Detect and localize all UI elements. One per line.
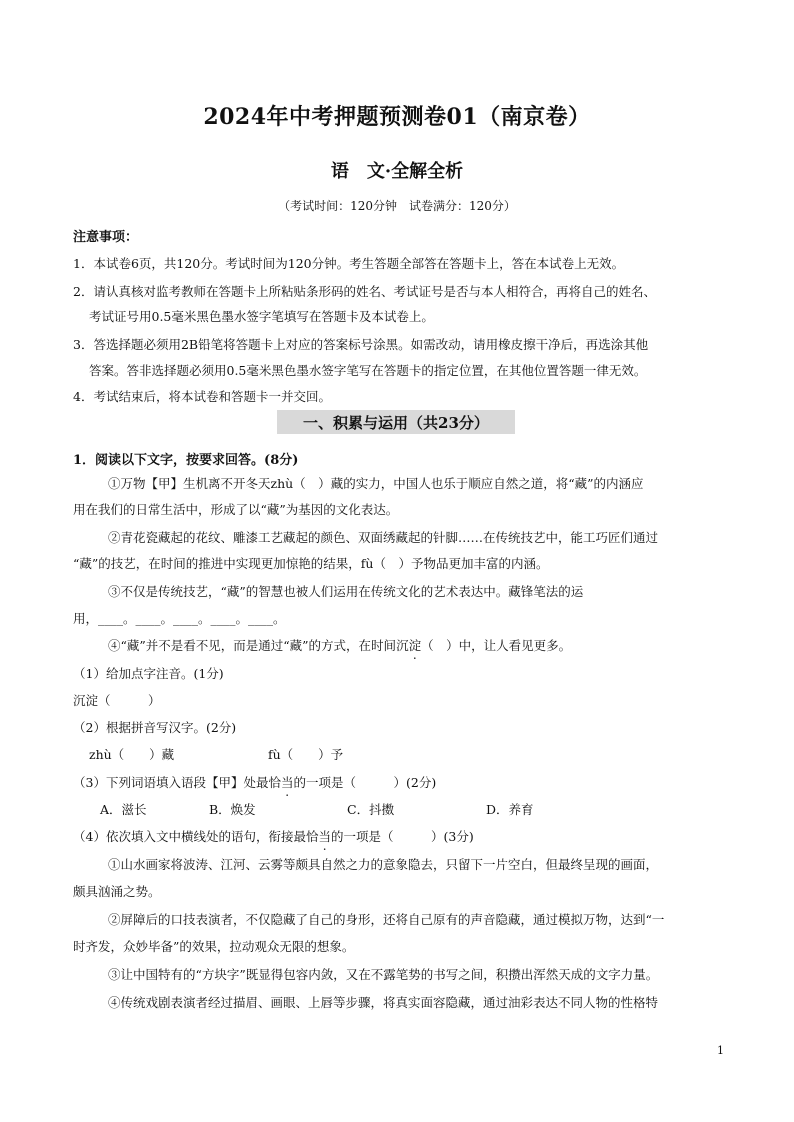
notice-item-2-cont: 考试证号用0.5毫米黑色墨水签字笔填写在答题卡及本试卷上。: [89, 309, 434, 324]
option-b: B．焕发: [209, 802, 256, 817]
notice-item-2: 2．请认真核对监考教师在答题卡上所粘贴条形码的姓名、考试证号是否与本人相符合，再将自己的姓名、: [73, 284, 656, 299]
option-a: A．滋长: [100, 802, 147, 817]
option-d: D．养育: [486, 802, 534, 817]
dotted-character: 当: [280, 775, 294, 790]
notice-item-3-cont: 答案。答非选择题必须用0.5毫米黑色墨水签字笔写在答题卡的指定位置，在其他位置答题一律无效。: [89, 363, 647, 378]
passage-line: ①万物【甲】生机离不开冬天zhù（ ）藏的实力，中国人也乐于顺应自然之道，将“藏”的内涵应: [108, 476, 644, 491]
page-number: 1: [717, 1044, 724, 1057]
passage-line: “藏”的技艺，在时间的推进中实现更加惊艳的结果，fù（ ）予物品更加丰富的内涵。: [73, 556, 549, 571]
notice-item-3: 3．答选择题必须用2B铅笔将答题卡上对应的答案标号涂黑。如需改动，请用橡皮擦干净后，再选涂其他: [73, 337, 649, 352]
dotted-character: 淀: [408, 638, 422, 653]
sub-question-2: （2）根据拼音写汉字。(2分): [73, 720, 237, 735]
answer-blank: （ ）: [98, 693, 161, 708]
passage-line: ③不仅是传统技艺，“藏”的智慧也被人们运用在传统文化的艺术表达中。藏锋笔法的运: [108, 584, 584, 599]
document-subtitle: 语 文·全解全析: [330, 161, 464, 182]
sentence-option: 颇具汹涌之势。: [73, 884, 161, 899]
question-text: 的一项是（ ）(3分): [330, 829, 474, 844]
sentence-option: ③让中国特有的“方块字”既显得包容内敛，又在不露笔势的书写之间，积攒出浑然天成的文字力量。: [108, 967, 659, 982]
notice-heading: 注意事项：: [73, 230, 139, 245]
notice-item-4: 4．考试结束后，将本试卷和答题卡一并交回。: [73, 389, 331, 404]
document-title: 2024年中考押题预测卷01（南京卷）: [203, 104, 591, 130]
sentence-option: 时齐发，众妙毕备”的效果，拉动观众无限的想象。: [73, 939, 355, 954]
exam-info: （考试时间：120分钟 试卷满分：120分）: [278, 199, 516, 213]
sub-question-1-answer: [73, 691, 161, 709]
passage-text: （ ）中，让人看见更多。: [421, 638, 572, 653]
pinyin-item: zhù（ ）藏: [89, 747, 175, 762]
passage-line: 用，____。____。____。____。____。: [73, 611, 286, 626]
option-c: C．抖擞: [347, 802, 395, 817]
sentence-option: ①山水画家将波涛、江河、云雾等颇具自然之力的意象隐去，只留下一片空白，但最终呈现的画面，: [108, 857, 659, 872]
notice-item-1: 1．本试卷6页，共120分。考试时间为120分钟。考生答题全部答在答题卡上，答在本试卷上无效。: [73, 256, 625, 271]
sub-question-3: [73, 773, 436, 791]
question-text: （4）依次填入文中横线处的语句，衔接最恰: [73, 829, 319, 844]
sentence-option: ②屏障后的口技表演者，不仅隐藏了自己的身形，还将自己原有的声音隐藏，通过模拟万物，达到“一: [108, 912, 665, 927]
section-title: 一、积累与运用（共23分）: [303, 414, 489, 432]
sub-question-4: [73, 827, 474, 845]
passage-line: 用在我们的日常生活中，形成了以“藏”为基因的文化表达。: [73, 502, 399, 517]
question-text: （3）下列词语填入语段【甲】处最恰: [73, 775, 281, 790]
passage-text: ④“藏”并不是看不见，而是通过“藏”的方式，在时间沉: [108, 638, 409, 653]
passage-line: ②青花瓷藏起的花纹、雕漆工艺藏起的颜色、双面绣藏起的针脚……在传统技艺中，能工巧匠们通过: [108, 530, 659, 545]
question-text: 的一项是（ ）(2分): [293, 775, 437, 790]
question-1-heading: 1．阅读以下文字，按要求回答。(8分): [73, 453, 299, 468]
sentence-option: ④传统戏剧表演者经过描眉、画眼、上唇等步骤，将真实面容隐藏，通过油彩表达不同人物的性格特: [108, 995, 659, 1010]
pinyin-item: fù（ ）予: [268, 747, 344, 762]
dotted-character: 当: [318, 829, 331, 844]
answer-word: 沉淀: [73, 693, 99, 708]
sub-question-1: （1）给加点字注音。(1分): [73, 666, 224, 681]
passage-line: [108, 636, 571, 654]
